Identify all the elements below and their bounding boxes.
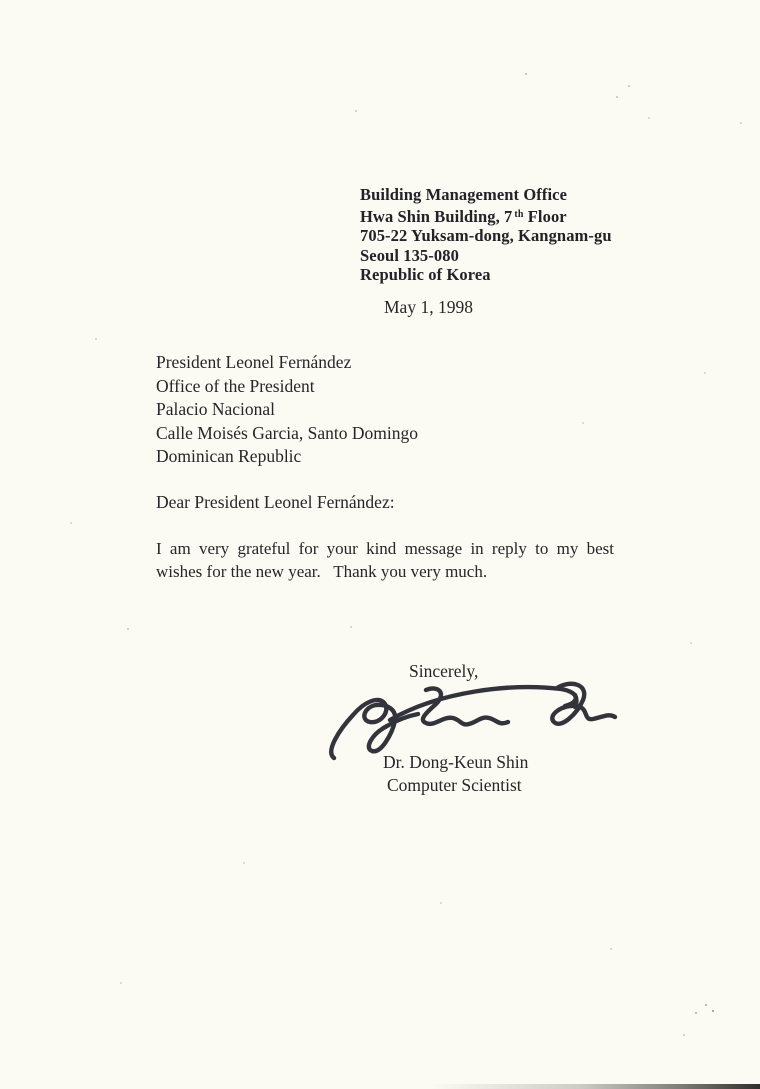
signer-title: Computer Scientist bbox=[387, 775, 522, 795]
sender-street: 705-22 Yuksam-dong, Kangnam-gu bbox=[360, 226, 612, 246]
recipient-country: Dominican Republic bbox=[156, 446, 302, 467]
salutation: Dear President Leonel Fernández: bbox=[156, 492, 395, 512]
recipient-address-block bbox=[156, 351, 418, 469]
sender-address-block bbox=[360, 185, 612, 285]
valediction: Sincerely, bbox=[409, 661, 479, 681]
scan-noise-speckles bbox=[0, 0, 2, 2]
body-line-2: wishes for the new year. Thank you very much. bbox=[156, 562, 488, 582]
body-line-1: I am very grateful for your kind message in reply to my best bbox=[156, 539, 614, 558]
floor-ordinal-superscript: th bbox=[514, 208, 524, 220]
sender-city-postal: Seoul 135-080 bbox=[360, 245, 459, 265]
sender-organization: Building Management Office bbox=[360, 185, 568, 204]
letter-body bbox=[156, 537, 614, 584]
signer-name: Dr. Dong-Keun Shin bbox=[383, 752, 529, 772]
sender-building-line: Hwa Shin Building, 7 $^{th}$ Floor bbox=[360, 206, 567, 226]
recipient-office: Office of the President bbox=[156, 375, 315, 396]
letter-date: May 1, 1998 bbox=[384, 297, 473, 317]
signature-block bbox=[383, 751, 528, 797]
recipient-name: President Leonel Fernández bbox=[156, 352, 352, 372]
scan-edge-artifact bbox=[430, 1084, 760, 1089]
sender-country: Republic of Korea bbox=[360, 265, 491, 285]
recipient-street-city: Calle Moisés Garcia, Santo Domingo bbox=[156, 422, 418, 443]
recipient-building: Palacio Nacional bbox=[156, 399, 276, 420]
